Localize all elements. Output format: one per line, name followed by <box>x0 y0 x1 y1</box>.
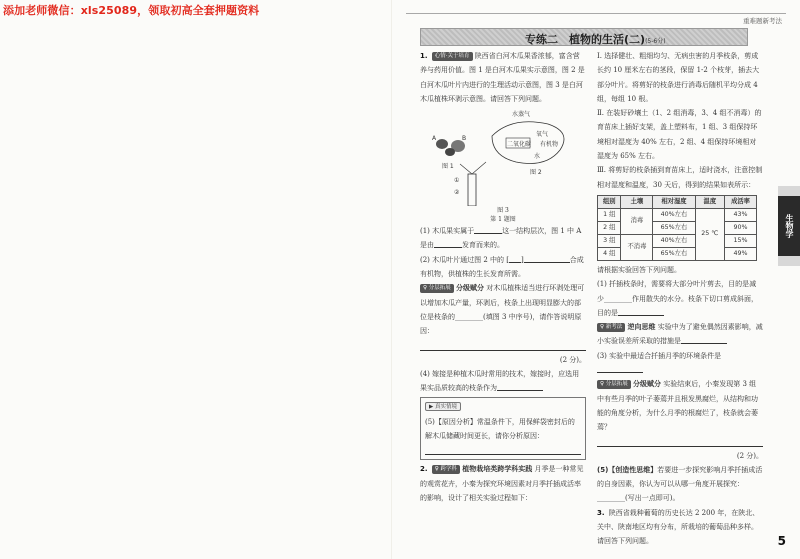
q1-figures <box>420 106 586 206</box>
q1-sub3-bold: 分级赋分 <box>456 284 485 293</box>
q2-step3: Ⅲ. 将剪好的枝条插到育苗床上，适时浇水，注意控制相对湿度和温度，30 天后，得到的结果如表所示： <box>597 166 763 189</box>
table-cell: 90% <box>725 221 757 234</box>
table-cell: 2 组 <box>598 221 621 234</box>
section-banner <box>420 28 748 46</box>
fig1-label-a: A <box>432 135 437 143</box>
q2-sub4 <box>597 377 763 434</box>
table-row <box>598 208 757 221</box>
q2-sub2-tag: ♀ 新考法 <box>597 323 625 332</box>
fig2-label-water: 水 <box>534 153 541 161</box>
q2-sub5-text: 若要进一步探究影响月季扦插成活的自身因素，你认为可以从哪一角度开展探究：________(写出一点即可)。 <box>597 465 763 503</box>
table-cell: 25 ℃ <box>695 208 725 260</box>
watermark-text: 添加老师微信：xls25089，领取初高全套押题资料 <box>3 4 260 17</box>
fig2-label-vapor: 水蒸气 <box>512 111 531 119</box>
q1-sub1-a: (1) 木瓜果实属于 <box>420 227 475 236</box>
q2-sub3 <box>597 349 763 378</box>
q1-sub1-blank1[interactable] <box>474 226 502 234</box>
q1-sub3-score: (2 分)。 <box>559 355 586 364</box>
q2-step1: Ⅰ. 选择健壮、粗细均匀、无病虫害的月季枝条，剪成长约 10 厘米左右的茎段，保留 1-2 个枝芽，插去大部分叶片。将剪好的枝条进行消毒后随机平均分成 4 组，每组 10 根。 <box>597 52 760 103</box>
side-tab-accent-top <box>778 186 800 196</box>
table-row <box>598 234 757 247</box>
q3-number: 3. <box>597 508 605 517</box>
left-blank-page <box>0 0 392 559</box>
table-header-cell: 组别 <box>598 195 621 208</box>
fig3-label-2: ② <box>454 189 460 197</box>
table-cell: 4 组 <box>598 247 621 260</box>
fig3-stem <box>454 162 486 206</box>
q2-sub2-blank[interactable] <box>681 336 727 344</box>
q1-sub1-blank2[interactable] <box>434 240 462 248</box>
q2-sub2 <box>597 320 763 349</box>
fig2-caption: 图 2 <box>530 169 542 177</box>
table-cell: 不消毒 <box>621 234 653 260</box>
table-cell: 15% <box>725 234 757 247</box>
q2-sub4-score: (2 分)。 <box>736 451 763 460</box>
q1-tag: 心情·关于培育 <box>432 52 473 61</box>
table-cell: 43% <box>725 208 757 221</box>
side-tab-accent-bottom <box>778 256 800 266</box>
q2-sub1-blank[interactable] <box>618 308 664 316</box>
q1-sub5-tag: ▶ 真实情境 <box>425 402 461 411</box>
table-cell: 40%左右 <box>653 234 695 247</box>
q1-sub2-blank1[interactable] <box>509 255 521 263</box>
q2-sub2-bold: 逆向思维 <box>627 323 656 332</box>
q1-sub4-blank[interactable] <box>497 383 543 391</box>
q2-sub4-tag: ♀ 分层拓展 <box>597 380 631 389</box>
fig1-caption: 图 1 <box>442 163 454 171</box>
q2-sub4-bold: 分级赋分 <box>633 380 662 389</box>
q2-tag: ♀ 跨学科 <box>432 465 460 474</box>
q1-sub5-text: (5)【原因分析】常温条件下，用保鲜袋密封后的解木瓜储藏时间更长，请你分析原因： <box>425 417 575 441</box>
fig2-label-organic: 有机物 <box>540 141 559 149</box>
fig2-label-co2: 二氧化碳 <box>507 141 532 149</box>
section-title-tag: (5-6分) <box>645 38 666 45</box>
page-number: 5 <box>777 534 786 548</box>
q2-sub3-text: (3) 实验中最适合扦插月季的环境条件是 <box>597 351 722 360</box>
table-cell: 40%左右 <box>653 208 695 221</box>
section-title-text: 专练二 植物的生活(二) <box>525 33 646 46</box>
q2-title: 植物栽培类跨学科实践 <box>462 465 533 474</box>
q1-sub3-tag: ♀ 分层拓展 <box>420 284 454 293</box>
table-header-row <box>598 195 757 208</box>
q1-sub2 <box>420 253 586 282</box>
q1-sub4-text: (4) 嫁接是种植木瓜时常用的技术，嫁接时，应选用果实品质较高的枝条作为 <box>420 369 580 393</box>
q1-intro <box>420 49 586 106</box>
table-header-cell: 相对湿度 <box>653 195 695 208</box>
q2-sub5 <box>597 463 763 506</box>
table-header-cell: 土壤 <box>621 195 653 208</box>
table-header-cell: 温度 <box>695 195 725 208</box>
q2-sub4-text: 实验结束后，小秦发现第 3 组中有些月季的叶子萎蔫并且根发黑腐烂，从结构和功能的角度分析，为什么月季的根腐烂了，枝条就会萎蔫？ <box>597 380 758 432</box>
q1-sub5-answer-line[interactable] <box>425 443 581 455</box>
q1-sub1-b: 这一结构层次，图 1 中 A 是由 <box>420 227 582 250</box>
q1-sub4 <box>420 367 586 396</box>
table-cell: 3 组 <box>598 234 621 247</box>
table-cell: 1 组 <box>598 208 621 221</box>
q1-sub2-c: 合成有机物，供植株的生长发育所需。 <box>420 255 584 279</box>
fig1-label-b: B <box>462 135 467 143</box>
q2-number: 2. <box>420 465 428 474</box>
q1-sub5-box <box>420 397 586 460</box>
q1-sub2-b: ] <box>521 255 524 264</box>
q2-sub1 <box>597 277 763 320</box>
q2-sub1-text: (1) 扦插枝条时，需要将大部分叶片剪去，目的是减少________作用散失的水分。枝条下切口剪成斜面，目的是 <box>597 280 758 317</box>
table-cell: 65%左右 <box>653 221 695 234</box>
q1-text: 陕西省白河木瓜果香浓郁，富含营养与药用价值。图 1 是白河木瓜果实示意图，图 2 是白河木瓜叶片内进行的生理活动示意图，图 3 是白河木瓜植株环剥示意图。请回答下列问题。 <box>420 52 585 103</box>
q2-sub5-bold: (5)【创造性思维】 <box>597 465 658 474</box>
table-cell: 65%左右 <box>653 247 695 260</box>
q1-sub1 <box>420 224 586 253</box>
right-column <box>597 49 763 549</box>
q1-figure-svg <box>420 106 586 206</box>
q1-sub2-blank2[interactable] <box>524 255 570 263</box>
q1-sub1-c: 发育而来的。 <box>462 241 504 250</box>
q2-head <box>420 462 586 505</box>
q1-sub3-answer-line[interactable] <box>420 339 586 351</box>
q2-sub3-blank[interactable] <box>597 365 643 373</box>
q1-sub3 <box>420 281 586 338</box>
q2-sub4-answer-line[interactable] <box>597 435 763 447</box>
fig3-label-1: ① <box>454 177 460 185</box>
table-header-cell: 成活率 <box>725 195 757 208</box>
fig3-caption: 图 3 <box>497 207 509 215</box>
q1-sub3-text: 对木瓜植株适当进行环剥处理可以增加木瓜产量，环剥后，枝条上出现明显膨大的部位是枝条的________(填图 3 中序号)，请作答说明原因： <box>420 284 585 336</box>
fig2-leaf <box>492 110 564 176</box>
left-column <box>420 49 586 505</box>
table-cell: 消毒 <box>621 208 653 234</box>
q1-sub2-a: (2) 木瓜叶片通过图 2 中的 [ <box>420 255 510 264</box>
q2-result-table <box>597 195 757 261</box>
fig2-label-o2: 氧气 <box>536 131 549 139</box>
section-title <box>525 31 666 47</box>
q3-text: 陕西省栽种葡萄的历史长达 2 200 年，在陕北、关中、陕南地区均有分布，所栽培的葡萄品种多样。请回答下列问题。 <box>597 508 760 546</box>
subject-side-tab: 生物学 <box>778 196 800 256</box>
fig-main-caption: 第 1 题图 <box>490 216 516 224</box>
q3 <box>597 506 763 549</box>
q2-step2: Ⅱ. 在装好砂壤土（1、2 组消毒，3、4 组不消毒）的育苗床上插好支架，盖上塑料布，1 组、3 组保持环境相对湿度为 40% 左右，2 组、4 组保持环境相对湿度为 65% 左右。 <box>597 109 762 161</box>
fig3-caption-line <box>420 206 586 224</box>
q2-after-table: 请根据实验回答下列问题。 <box>597 265 681 274</box>
header-rule <box>406 13 786 14</box>
q2-sub2-text: 实验中为了避免偶然因素影响，减小实验误差所采取的措施是 <box>597 323 763 346</box>
q1-number: 1. <box>420 52 428 60</box>
q2-intro: 月季是一种常见的观赏花卉，小秦为探究环境因素对月季扦插成活率的影响，设计了相关实验过程如下： <box>420 465 584 502</box>
table-cell: 49% <box>725 247 757 260</box>
header-label: 重难题新考法 <box>743 17 782 25</box>
